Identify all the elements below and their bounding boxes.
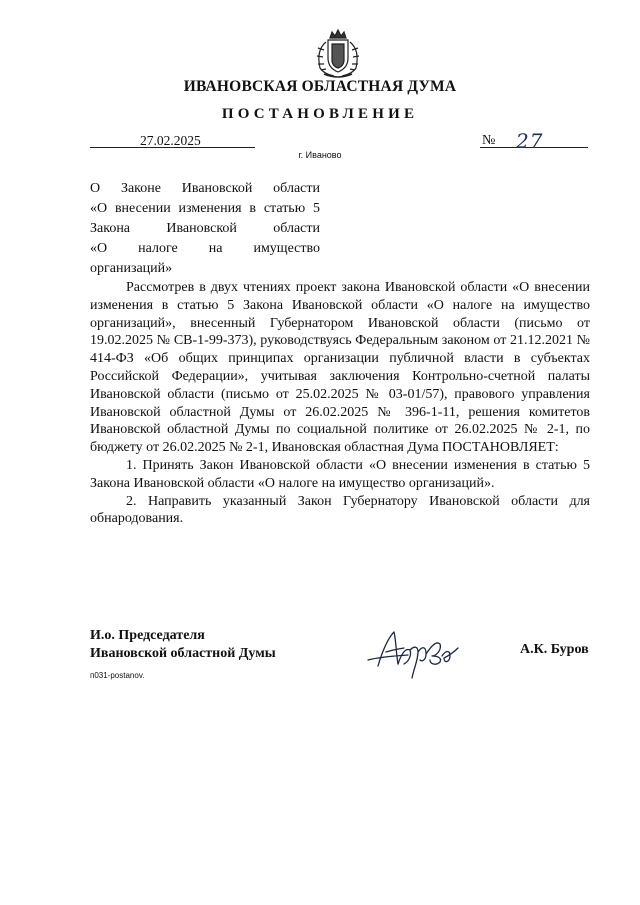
subject-line: организаций»	[90, 261, 173, 276]
city: г. Иваново	[298, 150, 342, 160]
handwritten-signature	[364, 626, 470, 682]
signatory-name: А.К. Буров	[520, 642, 589, 657]
document-type: ПОСТАНОВЛЕНИЕ	[221, 106, 419, 122]
signatory-title-line: И.о. Председателя	[90, 628, 205, 643]
document-body	[90, 279, 590, 528]
resolution-item-2: 2. Направить указанный Закон Губернатору Ивановской области для обнародования.	[90, 493, 590, 527]
signatory-title-line: Ивановской областной Думы	[90, 646, 276, 661]
coat-of-arms-icon	[308, 28, 368, 80]
number-label: №	[482, 133, 496, 148]
subject-line: «О налоге на имущество	[90, 241, 320, 256]
preamble-paragraph: Рассмотрев в двух чтениях проект закона Ивановской области «О внесении изменения в статью 5 Закона Ивановской области «О налоге на имущество организаций», внесенный Губернатором Ивановской области (письмо от 19.02.2025 № СВ-1-99-373), руководствуясь Федеральным законом от 21.12.2021 № 414-ФЗ «Об общих принципах организации публичной власти в субъектах Российской Федерации», учитывая заключения Контрольно-счетной палаты Ивановской области (письмо от 25.02.2025 № 03-01/57), правового управления Ивановской областной Думы от 26.02.2025 № 396-1-11, решения комитетов Ивановской областной Думы по социальной политике от 26.02.2025 № 2-1, по бюджету от 26.02.2025 № 2-1, Ивановская областная Дума ПОСТАНОВЛЯЕТ:	[90, 280, 590, 456]
resolution-item-1: 1. Принять Закон Ивановской области «О внесении изменения в статью 5 Закона Ивановской области «О налоге на имущество организаций».	[90, 457, 590, 491]
file-reference: п031-postanov.	[90, 671, 145, 680]
signatory-title	[90, 627, 276, 663]
organization-title: ИВАНОВСКАЯ ОБЛАСТНАЯ ДУМА	[183, 78, 457, 95]
document-date: 27.02.2025	[140, 133, 201, 148]
document-number: 27	[516, 129, 544, 153]
subject-line: «О внесении изменения в статью 5	[90, 201, 320, 216]
subject-line: Закона Ивановской области	[90, 221, 320, 236]
subject-line: О Законе Ивановской области	[90, 181, 320, 196]
document-subject	[90, 179, 320, 279]
